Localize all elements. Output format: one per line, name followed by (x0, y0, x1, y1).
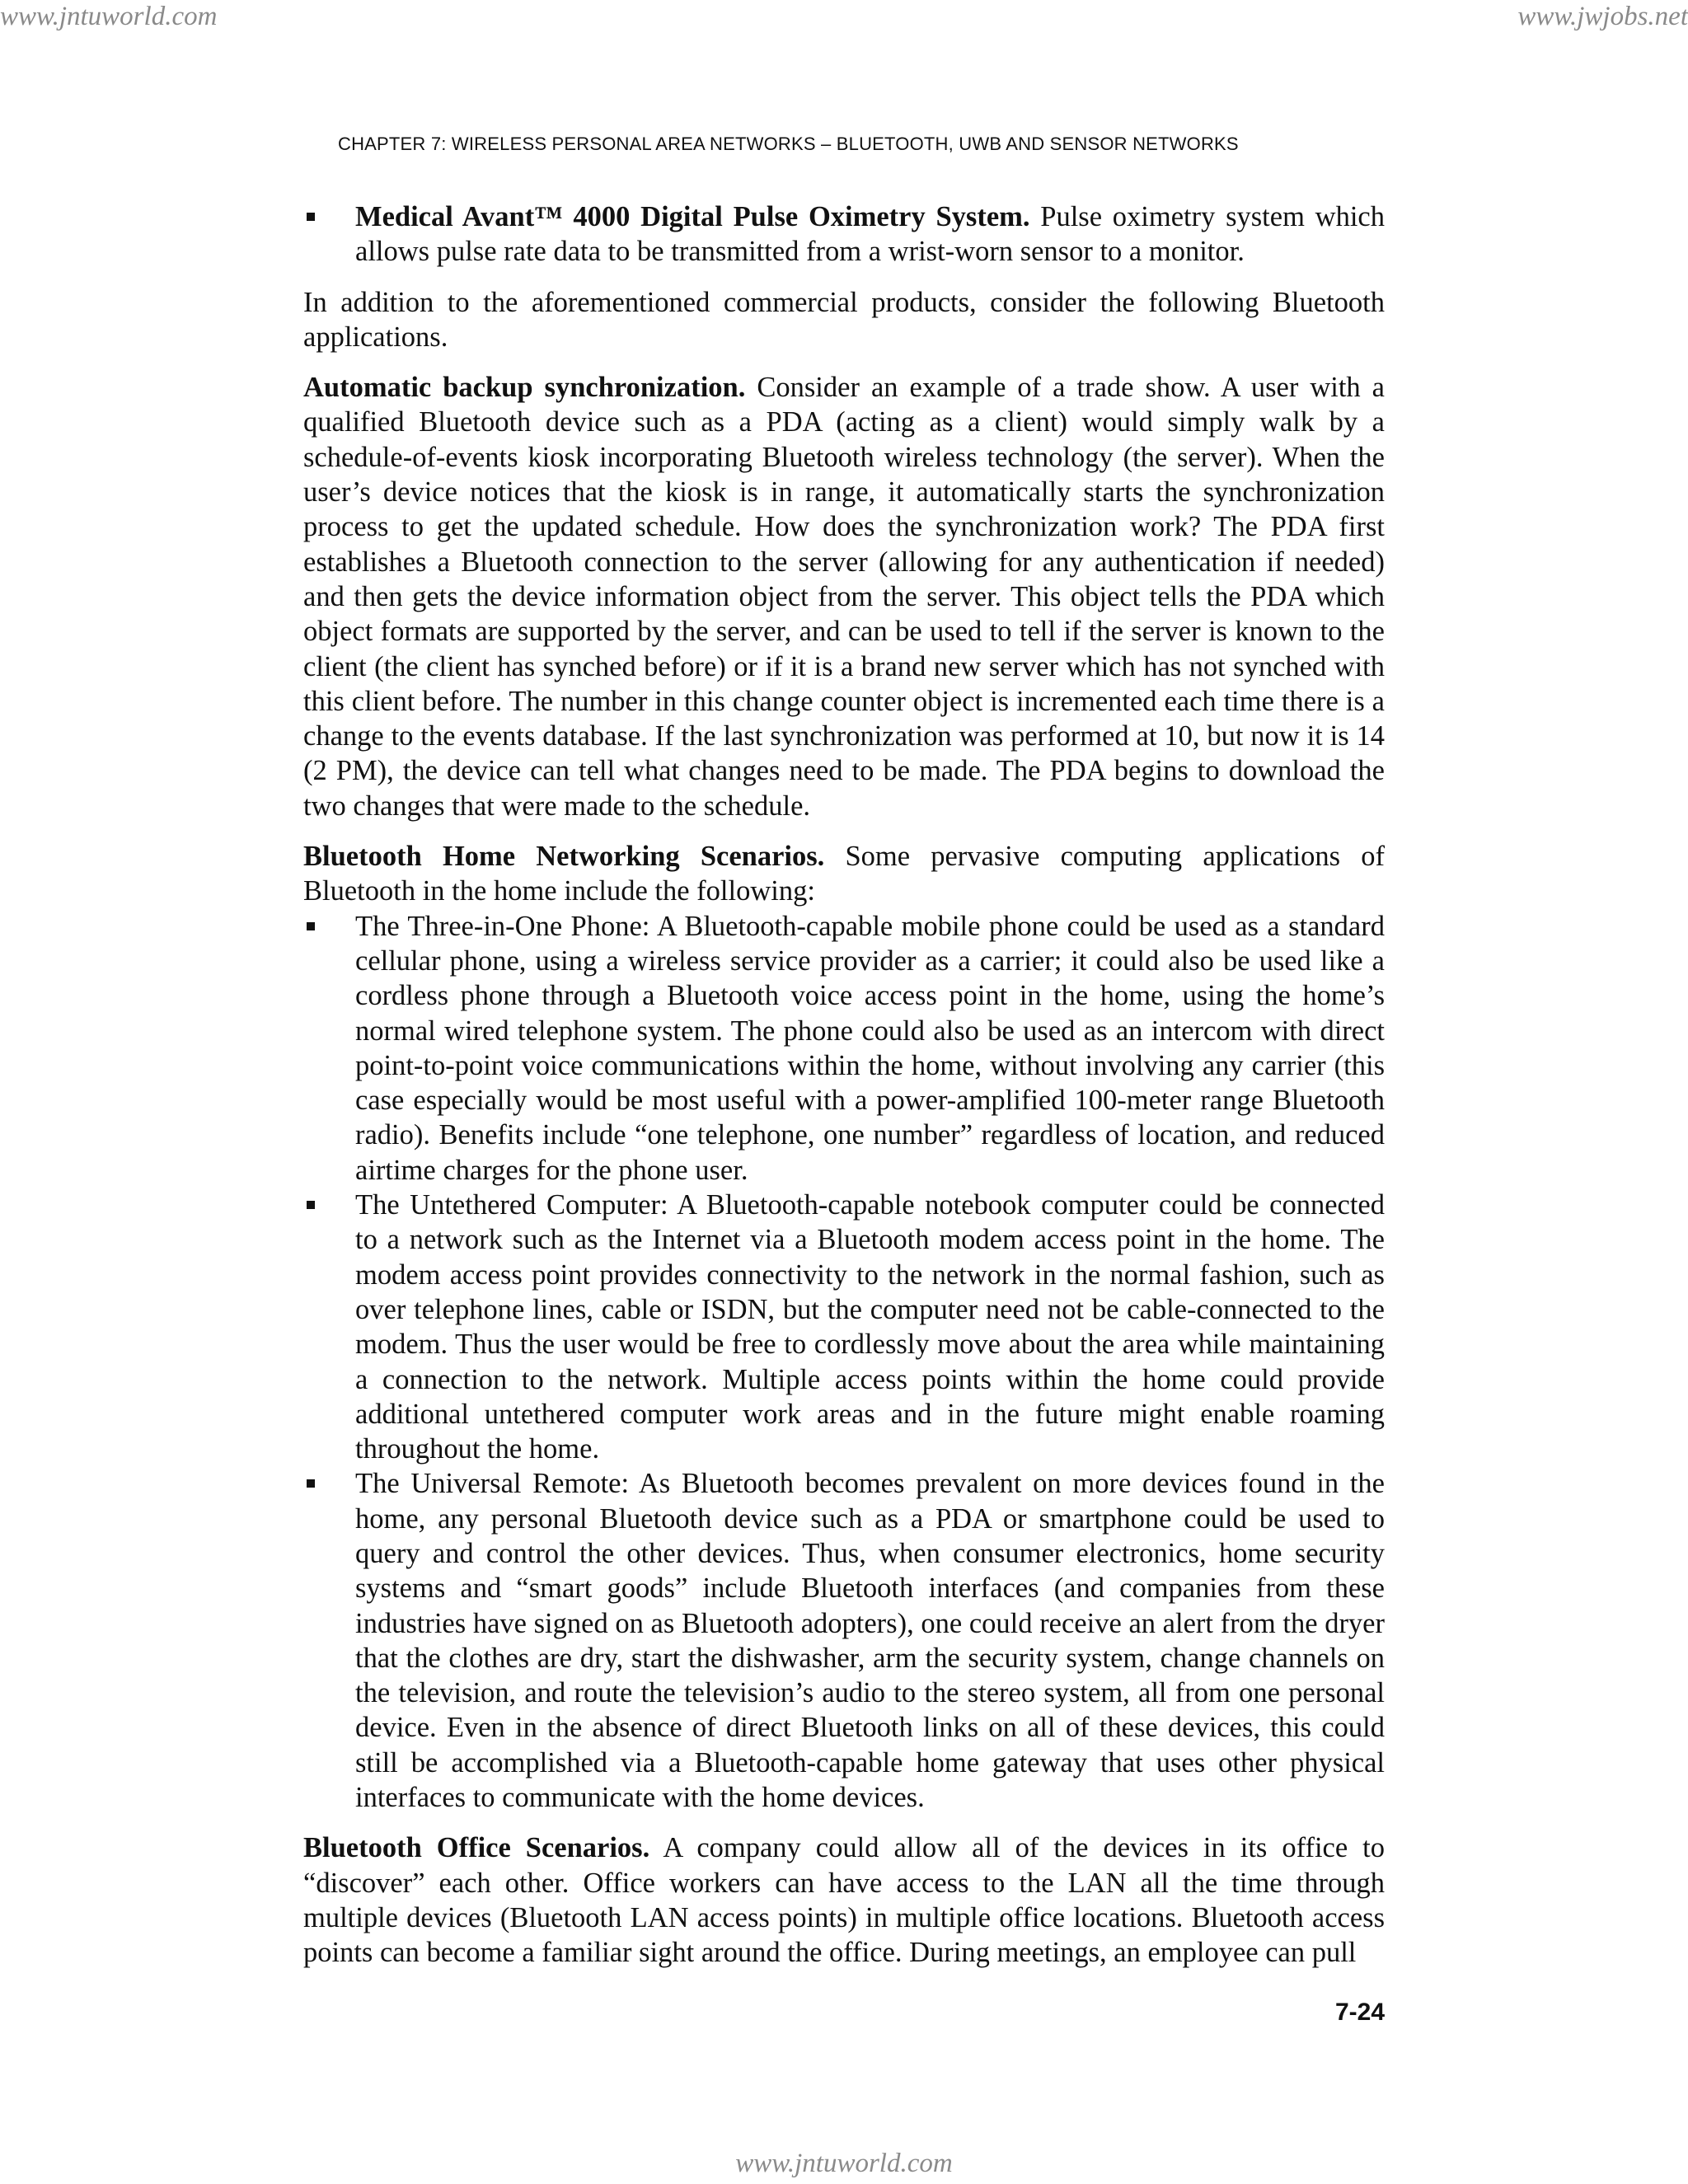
page-number: 7-24 (1334, 1999, 1385, 2026)
list-item (303, 199, 1385, 269)
page-body (303, 199, 1385, 1971)
office-text: A company could allow all of the devices in its office to “discover” each other. Office workers can have access to the LAN all the time through multiple devices (Bluetooth LAN access points) in multiple office locations. Bluetooth access points can become a familiar sight around the office. During meetings, an employee can pull (303, 1832, 1385, 1969)
intro-paragraph: In addition to the aforementioned commercial products, consider the following Bluetooth applications. (303, 286, 1385, 353)
home-scenario-list (303, 909, 1385, 1816)
list-item (303, 1466, 1385, 1815)
office-paragraph (303, 1830, 1385, 1970)
backup-paragraph (303, 370, 1385, 823)
office-heading: Bluetooth Office Scenarios. (303, 1832, 650, 1864)
running-head: CHAPTER 7: WIRELESS PERSONAL AREA NETWORKS – BLUETOOTH, UWB AND SENSOR NETWORKS (338, 134, 1239, 154)
watermark-bottom: www.jntuworld.com (735, 2149, 953, 2178)
watermark-top-left: www.jntuworld.com (0, 2, 218, 31)
home-text: Some pervasive computing applications of Bluetooth in the home include the following: (303, 841, 1385, 907)
list-item (303, 1188, 1385, 1466)
home-heading: Bluetooth Home Networking Scenarios. (303, 841, 825, 873)
backup-heading: Automatic backup synchronization. (303, 372, 746, 404)
home-paragraph (303, 839, 1385, 909)
item-text: The Universal Remote: As Bluetooth becomes prevalent on more devices found in the home, any personal Bluetooth device such as a PDA or smartphone could be used to query and control the other devices. Thus, when consumer electronics, home security systems and “smart goods” include Bluetooth interfaces (and companies from these industries have signed on as Bluetooth adopters), one could receive an alert from the dryer that the clothes are dry, start the dishwasher, arm the security system, change channels on the television, and route the television’s audio to the stereo system, all from one personal device. Even in the absence of direct Bluetooth links on all of these devices, this could still be accomplished via a Bluetooth-capable home gateway that uses other physical interfaces to communicate with the home devices. (355, 1468, 1385, 1814)
square-bullet-icon (307, 1201, 315, 1209)
item-text: Pulse oximetry system which allows pulse rate data to be transmitted from a wrist-worn sensor to a monitor. (355, 201, 1385, 268)
square-bullet-icon (307, 1479, 315, 1488)
item-text: The Three-in-One Phone: A Bluetooth-capable mobile phone could be used as a standard cellular phone, using a wireless service provider as a carrier; it could also be used like a cordless phone through a Bluetooth voice access point in the home, using the home’s normal wired telephone system. The phone could also be used as an intercom with direct point-to-point voice communications within the home, without involving any carrier (this case especially would be most useful with a power-amplified 100-meter range Bluetooth radio). Benefits include “one telephone, one number” regardless of location, and reduced airtime charges for the phone user. (355, 910, 1385, 1186)
watermark-top-right: www.jwjobs.net (1517, 2, 1688, 31)
backup-text: Consider an example of a trade show. A user with a qualified Bluetooth device such as a PDA (acting as a client) would simply walk by a schedule-of-events kiosk incorporating Bluetooth wireless technology (the server). When the user’s device notices that the kiosk is in range, it automatically starts the synchronization process to get the updated schedule. How does the synchronization work? The PDA first establishes a Bluetooth connection to the server (allowing for any authentication if needed) and then gets the device information object from the server. This object tells the PDA which object formats are supported by the server, and can be used to tell if the server is known to the client (the client has synched before) or if it is a brand new server which has not synched with this client before. The number in this change counter object is incremented each time there is a change to the events database. If the last synchronization was performed at 10, but now it is 14 (2 PM), the device can tell what changes need to be made. The PDA begins to download the two changes that were made to the schedule. (303, 372, 1385, 822)
item-text: The Untethered Computer: A Bluetooth-capable notebook computer could be connected to a network such as the Internet via a Bluetooth modem access point in the home. The modem access point provides connectivity to the network in the normal fashion, such as over telephone lines, cable or ISDN, but the computer need not be cable-connected to the modem. Thus the user would be free to cordlessly move about the area while maintaining a connection to the network. Multiple access points within the home could provide additional untethered computer work areas and in the future might enable roaming throughout the home. (355, 1189, 1385, 1465)
item-title: Medical Avant™ 4000 Digital Pulse Oximetry System. (355, 201, 1030, 232)
list-item (303, 909, 1385, 1188)
product-bullet-list (303, 199, 1385, 269)
square-bullet-icon (307, 213, 315, 221)
square-bullet-icon (307, 922, 315, 930)
